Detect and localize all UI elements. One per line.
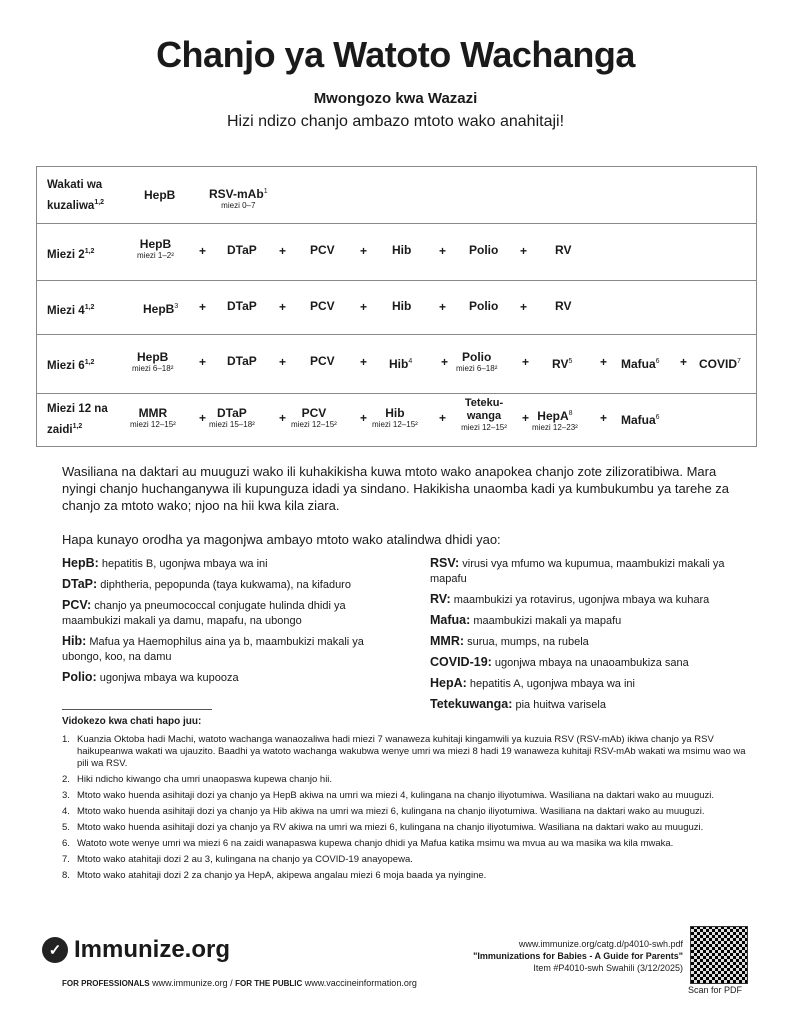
- vaccine: Hib miezi 12–15²: [372, 406, 418, 429]
- diseases-list-right: [430, 556, 740, 718]
- plus-sign: +: [520, 244, 528, 258]
- plus-sign: +: [441, 355, 449, 369]
- footnote: 2. Hiki ndicho kiwango cha umri unaopaswa kupewa chanjo hii.: [62, 774, 333, 785]
- vaccine: Polio miezi 6–18²: [456, 350, 498, 373]
- publication-series: "Immunizations for Babies - A Guide for Parents": [473, 951, 683, 961]
- plus-sign: +: [439, 244, 447, 258]
- plus-sign: +: [199, 411, 207, 425]
- plus-sign: +: [199, 244, 207, 258]
- footer-separator: /: [230, 978, 233, 988]
- vaccine: Polio: [469, 299, 499, 313]
- schedule-row: [37, 167, 756, 224]
- immunize-logo: [42, 936, 230, 964]
- vaccine: HepA$^8$ miezi 12–23²: [532, 409, 578, 432]
- disease-item: DTaP: diphtheria, pepopunda (taya kukwama), na kifaduro: [62, 577, 351, 591]
- publication-info: [473, 938, 683, 974]
- schedule-age: Miezi 12 na zaidi$^{1,2}$: [47, 403, 108, 436]
- vaccine: PCV: [310, 354, 335, 368]
- pdf-link[interactable]: www.immunize.org/catg.d/p4010-swh.pdf: [518, 939, 683, 949]
- disease-item: RSV: virusi vya mfumo wa kupumua, maambukizi makali ya mapafu: [430, 556, 725, 585]
- plus-sign: +: [279, 411, 287, 425]
- vaccine: HepB miezi 1–2²: [137, 237, 174, 260]
- plus-sign: +: [522, 411, 530, 425]
- vaccine: DTaP: [227, 243, 257, 257]
- plus-sign: +: [360, 355, 368, 369]
- schedule-row: [37, 335, 756, 394]
- vaccine: $RV^5$: [552, 357, 573, 371]
- disease-item: HepA: hepatitis A, ugonjwa mbaya wa ini: [430, 676, 635, 690]
- plus-sign: +: [279, 244, 287, 258]
- vaccine: DTaP miezi 15–18²: [209, 406, 255, 429]
- vaccine-schedule-table: [36, 166, 757, 447]
- vaccine: Polio: [469, 243, 499, 257]
- schedule-row: [37, 281, 756, 335]
- plus-sign: +: [680, 355, 688, 369]
- plus-sign: +: [199, 355, 207, 369]
- page-tagline: Hizi ndizo chanjo ambazo mtoto wako anahitaji!: [226, 113, 565, 130]
- schedule-row: [37, 224, 756, 281]
- footnote: 7. Mtoto wako atahitaji dozi 2 au 3, kulingana na chanjo ya COVID-19 anayopewa.: [62, 854, 413, 865]
- for-professionals-label: FOR PROFESSIONALS: [62, 979, 150, 988]
- disease-item: COVID-19: ugonjwa mbaya na unaoambukiza sana: [430, 655, 689, 669]
- disease-item: HepB: hepatitis B, ugonjwa mbaya wa ini: [62, 556, 268, 570]
- plus-sign: +: [520, 300, 528, 314]
- schedule-age: Miezi 4$^{1,2}$: [47, 304, 95, 317]
- qr-code-icon[interactable]: [690, 926, 748, 984]
- page-subtitle: Mwongozo kwa Wazazi: [313, 90, 478, 107]
- disease-item: Hib: Mafua ya Haemophilus aina ya b, maambukizi makali ya ubongo, koo, na damu: [62, 634, 364, 663]
- plus-sign: +: [439, 411, 447, 425]
- disease-item: Polio: ugonjwa mbaya wa kupooza: [62, 670, 239, 684]
- vaccine: COVID$^7$: [699, 357, 741, 371]
- qr-label: Scan for PDF: [688, 985, 743, 995]
- plus-sign: +: [439, 300, 447, 314]
- footnote: 4. Mtoto wako huenda asihitaji dozi ya chanjo ya Hib akiwa na umri wa miezi 6, kulingana na chanjo iliyotumiwa. Wasiliana na daktari wako au muuguzi.: [62, 806, 705, 817]
- for-public-label: FOR THE PUBLIC: [235, 979, 303, 988]
- vaccine: DTaP: [227, 354, 257, 368]
- vaccine: PCV miezi 12–15²: [291, 406, 337, 429]
- plus-sign: +: [360, 244, 368, 258]
- plus-sign: +: [279, 300, 287, 314]
- footnote: 3. Mtoto wako huenda asihitaji dozi ya chanjo ya HepB akiwa na umri wa miezi 4, kulingana na chanjo iliyotumiwa. Wasiliana na daktari wako au muuguzi.: [62, 790, 715, 801]
- vaccine: Hib: [392, 299, 412, 313]
- vaccine: HepB miezi 6–18²: [132, 350, 174, 373]
- plus-sign: +: [600, 355, 608, 369]
- schedule-age: Wakati wa kuzaliwa$^{1,2}$: [47, 179, 105, 212]
- logo-wordmark: Immunize.org: [74, 936, 231, 963]
- plus-sign: +: [279, 355, 287, 369]
- vaccine: DTaP: [227, 299, 257, 313]
- disease-item: MMR: surua, mumps, na rubela: [430, 634, 589, 648]
- vaccine: PCV: [310, 299, 335, 313]
- plus-sign: +: [600, 411, 608, 425]
- professionals-link[interactable]: www.immunize.org: [152, 978, 228, 988]
- diseases-intro: Hapa kunayo orodha ya magonjwa ambayo mtoto wako atalindwa dhidi yao:: [62, 532, 501, 547]
- disease-item: Tetekuwanga: pia huitwa varisela: [430, 697, 606, 711]
- diseases-list-left: [62, 556, 402, 691]
- vaccine: HepB$^3$: [143, 302, 179, 316]
- footnote: 6. Watoto wote wenye umri wa miezi 6 na zaidi wanapaswa kupewa chanjo dhidi ya Mafua katika msimu wa mvua au wa masika wa kila mwaka.: [62, 838, 674, 849]
- schedule-age: Miezi 6$^{1,2}$: [47, 359, 95, 372]
- plus-sign: +: [522, 355, 530, 369]
- vaccine: Mafua$^6$: [621, 413, 660, 427]
- immunize-logo-icon: ✓: [42, 937, 68, 963]
- footer-links: [62, 978, 417, 988]
- schedule-row: [37, 394, 756, 446]
- vaccine: RV: [555, 299, 572, 313]
- vaccine: RSV-mAb$^1$ miezi 0–7: [209, 187, 268, 210]
- plus-sign: +: [360, 300, 368, 314]
- instructions-paragraph: Wasiliana na daktari au muuguzi wako ili kuhakikisha kuwa mtoto wako anapokea chanjo zote zilizoratibiwa. Mara nyingi chanjo huchanganywa ili kupunguza idadi ya sindano. Hakikisha unaomba kadi ya kumbukumbu ya tarehe za chanjo za mtoto wako; njoo na hii kwa kila ziara.: [62, 464, 730, 513]
- plus-sign: +: [360, 411, 368, 425]
- schedule-age: Miezi 2$^{1,2}$: [47, 248, 95, 261]
- vaccine: Hib$^4$: [389, 357, 413, 371]
- footnote: 1. Kuanzia Oktoba hadi Machi, watoto wachanga wanaozaliwa hadi miezi 7 wanaweza kuhitaji kingamwili ya kuzuia RSV (RSV-mAb) ikiwa chanjo ya RSV haikupeanwa wakati wa ujauzito. Baadhi ya watoto wachanga wakubwa wenye umri wa miezi 8 hadi 19 wanaweza kuhitaji RSV-mAb wakati wa msimu wao wa pili wa RSV.: [62, 734, 746, 769]
- vaccine: RV: [555, 243, 572, 257]
- footnote: 8. Mtoto wako atahitaji dozi 2 za chanjo ya HepA, akipewa angalau miezi 6 moja baada ya nyingine.: [62, 870, 487, 881]
- vaccine: PCV: [310, 243, 335, 257]
- vaccine: HepB: [144, 188, 176, 202]
- vaccine: Mafua$^6$: [621, 357, 660, 371]
- vaccine: Teteku-wanga miezi 12–15²: [461, 397, 507, 432]
- footnotes-title: Vidokezo kwa chati hapo juu:: [62, 716, 202, 727]
- footnotes-divider: [62, 709, 212, 710]
- disease-item: RV: maambukizi ya rotavirus, ugonjwa mbaya wa kuhara: [430, 592, 710, 606]
- vaccine: Hib: [392, 243, 412, 257]
- disease-item: PCV: chanjo ya pneumococcal conjugate hulinda dhidi ya maambukizi makali ya damu, mapafu, na ubongo: [62, 598, 346, 627]
- publication-item: Item #P4010-swh Swahili (3/12/2025): [533, 963, 683, 973]
- public-link[interactable]: www.vaccineinformation.org: [304, 978, 417, 988]
- footnotes-list: [62, 734, 752, 886]
- plus-sign: +: [199, 300, 207, 314]
- vaccine: MMR miezi 12–15²: [130, 406, 176, 429]
- page-title: Chanjo ya Watoto Wachanga: [156, 34, 635, 75]
- footnote: 5. Mtoto wako huenda asihitaji dozi ya chanjo ya RV akiwa na umri wa miezi 6, kulingana na chanjo iliyotumiwa. Wasiliana na daktari wako au muuguzi.: [62, 822, 704, 833]
- disease-item: Mafua: maambukizi makali ya mapafu: [430, 613, 622, 627]
